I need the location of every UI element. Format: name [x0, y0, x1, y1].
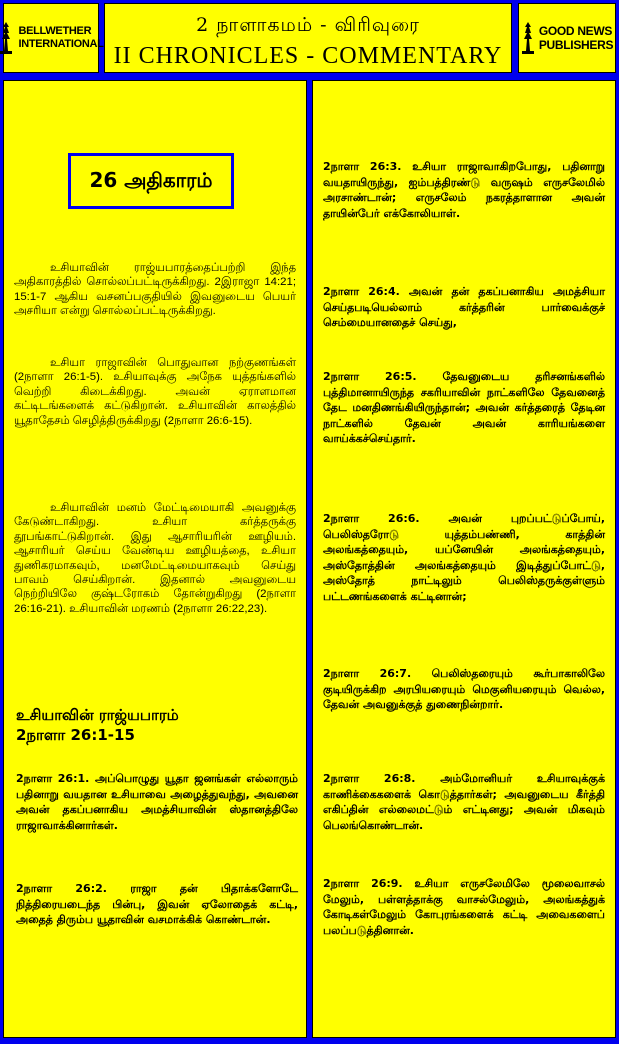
title-tamil: 2 நாளாகமம் - விரிவுரை — [196, 14, 420, 36]
verse-26-1: 2நாளா 26:1. அப்பொழுது யூதா ஜனங்கள் எல்லாரும் பதினாறு வயதான உசியாவை அழைத்துவந்து, அவனை அவன் தகப்பனாகிய அமத்சியாவின் ஸ்தானத்திலே ராஜாவாக்கினார்கள். — [16, 772, 298, 832]
section-heading — [16, 705, 298, 745]
section-heading-line1: உசியாவின் ராஜ்யபாரம் — [16, 706, 179, 724]
chapter-label-box — [68, 153, 234, 209]
verse-26-6: 2நாளா 26:6. அவன் புறப்பட்டுப்போய், பெலிஸ்தரோடு யுத்தம்பண்ணி, காத்தின் அலங்கத்தையும், யப்னேயின் அலங்கத்தையும், அஸ்தோத்தின் அலங்கத்தையும் இடித்துப்போட்டு, அஸ்தோத் நாட்டிலும் பெலிஸ்தருக்குள்ளும் பட்டணங்களைக் கட்டினான்; — [323, 512, 605, 603]
intro-paragraph-3 — [14, 501, 296, 616]
good-news-line1: GOOD NEWS — [538, 24, 613, 38]
good-news-line2: PUBLISHERS — [538, 38, 614, 52]
good-news-logo — [518, 3, 616, 73]
bellwether-line2: INTERNATIONAL — [18, 38, 104, 50]
bellwether-line1: BELLWETHER — [18, 25, 92, 37]
chapter-label: 26 அதிகாரம் — [89, 167, 213, 192]
verse-26-3: 2நாளா 26:3. உசியா ராஜாவாகிறபோது, பதினாறு வயதாயிருந்து, ஐம்பத்திரண்டு வருஷம் எருசலேமில் அரசாண்டான்; எருசலேம் நகரத்தாளான அவன் தாயின்பேர் எக்கோலியாள். — [323, 160, 605, 220]
verse-26-9: 2நாளா 26:9. உசியா எருசலேமிலே மூலைவாசல் மேலும், பள்ளத்தாக்கு வாசல்மேலும், அலங்கத்துக் கோடிகள்மேலும் கோபுரங்களைக் கட்டி அவைகளைப் பலப்படுத்தினான். — [323, 877, 605, 937]
verse-26-2: 2நாளா 26:2. ராஜா தன் பிதாக்களோடே நித்திரையடைந்த பின்பு, இவன் ஏலோதைக் கட்டி, அதைத் திரும்ப யூதாவின் வசமாக்கிக் கொண்டான். — [16, 882, 298, 926]
verse-26-8: 2நாளா 26:8. அம்மோனியர் உசியாவுக்குக் காணிக்கைகளைக் கொடுத்தார்கள்; அவனுடைய கீர்த்தி எகிப்தின் எல்லைமட்டும் எட்டினது; அவன் மிகவும் பெலங்கொண்டான். — [323, 772, 605, 832]
section-heading-line2: 2நாளா 26:1-15 — [16, 726, 135, 744]
intro-paragraph-1 — [14, 261, 296, 319]
right-column — [312, 80, 616, 1038]
paragraph-text: உசியாவின் மனம் மேட்டிமையாகி அவனுக்கு கேடுண்டாகிறது. உசியா கர்த்தருக்கு தூபங்காட்டுகிறான். இது ஆசாரியரின் ஊழியம். ஆசாரியர் செய்ய வேண்டிய ஊழியத்தை, உசியா துணிகரமாகவும், மனமேட்டிமையாகவும் செய்து பாவம் செய்கிறான். இதனால் அவனுடைய நெற்றியிலே குஷ்டரோகம் தோன்றுகிறது (2நாளா 26:16-21). உசியாவின் மரணம் (2நாளா 26:22,23). — [14, 502, 296, 615]
paragraph-text: உசியாவின் ராஜ்யபாரத்தைப்பற்றி இந்த அதிகாரத்தில் சொல்லப்பட்டிருக்கிறது. 2இராஜா 14:21; 15:1-7 ஆகிய வசனப்பகுதியில் இவனுடைய பெயர் அசரியா என்று சொல்லப்பட்டிருக்கிறது. — [14, 262, 296, 318]
header-title-box — [104, 3, 512, 73]
verse-26-5: 2நாளா 26:5. தேவனுடைய தரிசனங்களில் புத்திமானாயிருந்த சகரியாவின் நாட்களிலே தேவனைத் தேட மனதிணங்கியிருந்தான்; அவன் கர்த்தரைத் தேடின நாட்களில் தேவன் அவன் காரியங்களை வாய்க்கச்செய்தார். — [323, 370, 605, 445]
intro-paragraph-2 — [14, 356, 296, 428]
verse-26-4: 2நாளா 26:4. அவன் தன் தகப்பனாகிய அமத்சியா செய்தபடியெல்லாம் கர்த்தரின் பார்வைக்குச் செம்மையானதைச் செய்து, — [323, 285, 605, 329]
bellwether-logo — [3, 3, 104, 73]
title-english: II CHRONICLES - COMMENTARY — [113, 43, 503, 69]
good-news-emblem-icon — [521, 21, 535, 55]
verse-26-7: 2நாளா 26:7. பெலிஸ்தரையும் கூர்பாகாலிலே குடியிருக்கிற அரபியரையும் மெகுனியரையும் வெல்ல, தேவன் அவனுக்குத் துணைநின்றார். — [323, 667, 605, 711]
left-column — [3, 80, 307, 1038]
bellwether-emblem-icon — [0, 21, 14, 55]
paragraph-text: உசியா ராஜாவின் பொதுவான நற்குணங்கள் (2நாளா 26:1-5). உசியாவுக்கு அநேக யுத்தங்களில் வெற்றி கிடைக்கிறது. அவன் ஏராளமான கட்டிடங்களைக் கட்டுகிறான். உசியாவின் காலத்தில் யூதாதேசம் செழித்திருக்கிறது (2நாளா 26:6-15). — [14, 357, 296, 427]
